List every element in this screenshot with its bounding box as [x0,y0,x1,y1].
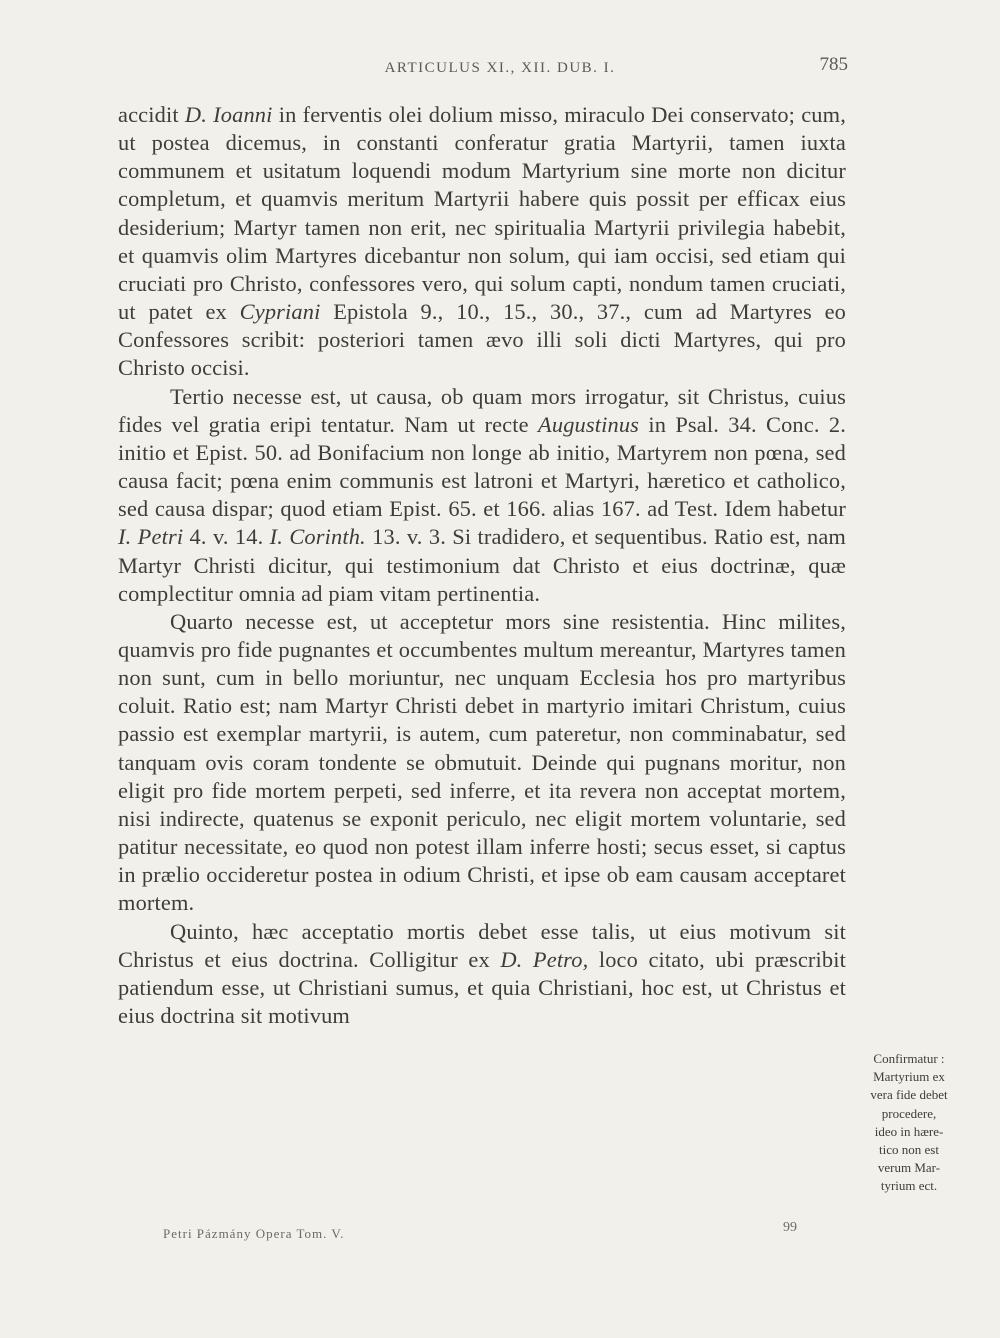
italic-reference: I. Petri [118,524,184,550]
margin-note-line: verum Mar- [877,1160,941,1176]
paragraph [118,608,846,918]
paragraph [118,101,846,383]
footer-imprint: Petri Pázmány Opera Tom. V. [163,1226,345,1241]
text-run: loco citato, ubi præscribit patiendum esse, ut Christiani sumus, et quia Christiani, hoc est, ut Christus et eius doctrina sit motivum [118,946,846,1028]
text-run: Tertio necesse est, ut causa, ob quam mors irrogatur, sit Christus, cuius fides vel gratia eripi tentatur. Nam ut recte [118,383,846,437]
paragraph [118,383,846,608]
margin-note-line: ideo in hære- [874,1123,944,1139]
margin-note-line: procedere, [881,1105,937,1121]
text-run: in ferventis olei dolium misso, miraculo Dei conservato; cum, ut postea dicemus, in constanti conferatur gratia Martyrii, tamen iuxta communem et usitatum loquendi modum Martyrium sine morte non dicitur completum, et quamvis meritum Martyrii habere quis possit per efficax eius desiderium; Martyr tamen non erit, nec spiritualia Martyrii privilegia habebit, et quamvis olim Martyres dicebantur non solum, qui iam occisi, sed etiam qui cruciati pro Christo, confessores vero, qui solum capti, nondum tamen cruciati, ut patet ex [118,102,846,325]
text-run: in Psal. 34. Conc. 2. initio et Epist. 50. ad Bonifacium non longe ab initio, Martyrem non pœna, sed causa facit; pœna enim communis est latroni et Martyri, hæretico et catholico, sed causa dispar; quod etiam Epist. 65. et 166. alias 167. ad Test. Idem habetur [118,411,846,522]
main-text-body [118,101,846,1030]
margin-note-line: tyrium ect. [880,1178,938,1194]
margin-note-line: Martyrium ex [873,1069,945,1085]
margin-note [851,1050,967,1196]
italic-reference: D. Petro, [500,946,589,972]
text-run: Epistola 9., 10., 15., 30., 37., cum ad Martyres eo Confessores scribit: posteriori tamen ævo illi soli dicti Martyres, qui pro Christo occisi. [118,299,846,381]
signature-mark: 99 [783,1220,797,1235]
running-title: ARTICULUS XI., XII. DUB. I. [384,60,616,76]
italic-reference: Cypriani [239,299,321,325]
margin-note-line: tico non est [879,1142,939,1158]
italic-reference: Augustinus [538,411,640,437]
paragraph [118,918,846,1031]
margin-note-line: Confirmatur : [873,1051,945,1066]
text-run: 4. v. 14. [183,524,270,550]
text-run: Quarto necesse est, ut acceptetur mors sine resistentia. Hinc milites, quamvis pro fide pugnantes et occumbentes multum mereantur, Martyres tamen non sunt, cum in bello moriuntur, nec unquam Ecclesia hos pro martyribus coluit. Ratio est; nam Martyr Christi debet in martyrio imitari Christum, cuius passio est exemplar martyrii, is autem, cum pateretur, non comminabatur, sed tanquam ovis coram tondente se obmutuit. Deinde qui pugnans moritur, non eligit pro fide mortem perpeti, sed inferre, et ita revera non acceptat mortem, nisi indirecte, quatenus se exponit periculo, nec eligit mortem voluntarie, sed patitur necessitate, eo quod non potest illam inferre hosti; secus esset, si captus in prælio occideretur postea in odium Christi, et ipse ob eam causam acceptaret mortem. [118,608,846,916]
text-run: 13. v. 3. Si tradidero, et sequentibus. Ratio est, nam Martyr Christi dicitur, qui testimonium dat Christo et eius doctrinæ, quæ complectitur omnia ad piam vitam pertinentia. [118,524,846,606]
italic-reference: I. Corinth. [269,524,366,550]
margin-note-line: vera fide debet [870,1087,948,1103]
text-run: accidit [118,102,185,127]
page-number: 785 [819,54,848,75]
italic-reference: D. Ioanni [184,102,273,127]
text-run: Quinto, hæc acceptatio mortis debet esse talis, ut eius motivum sit Christus et eius doctrina. Colligitur ex [118,918,846,972]
